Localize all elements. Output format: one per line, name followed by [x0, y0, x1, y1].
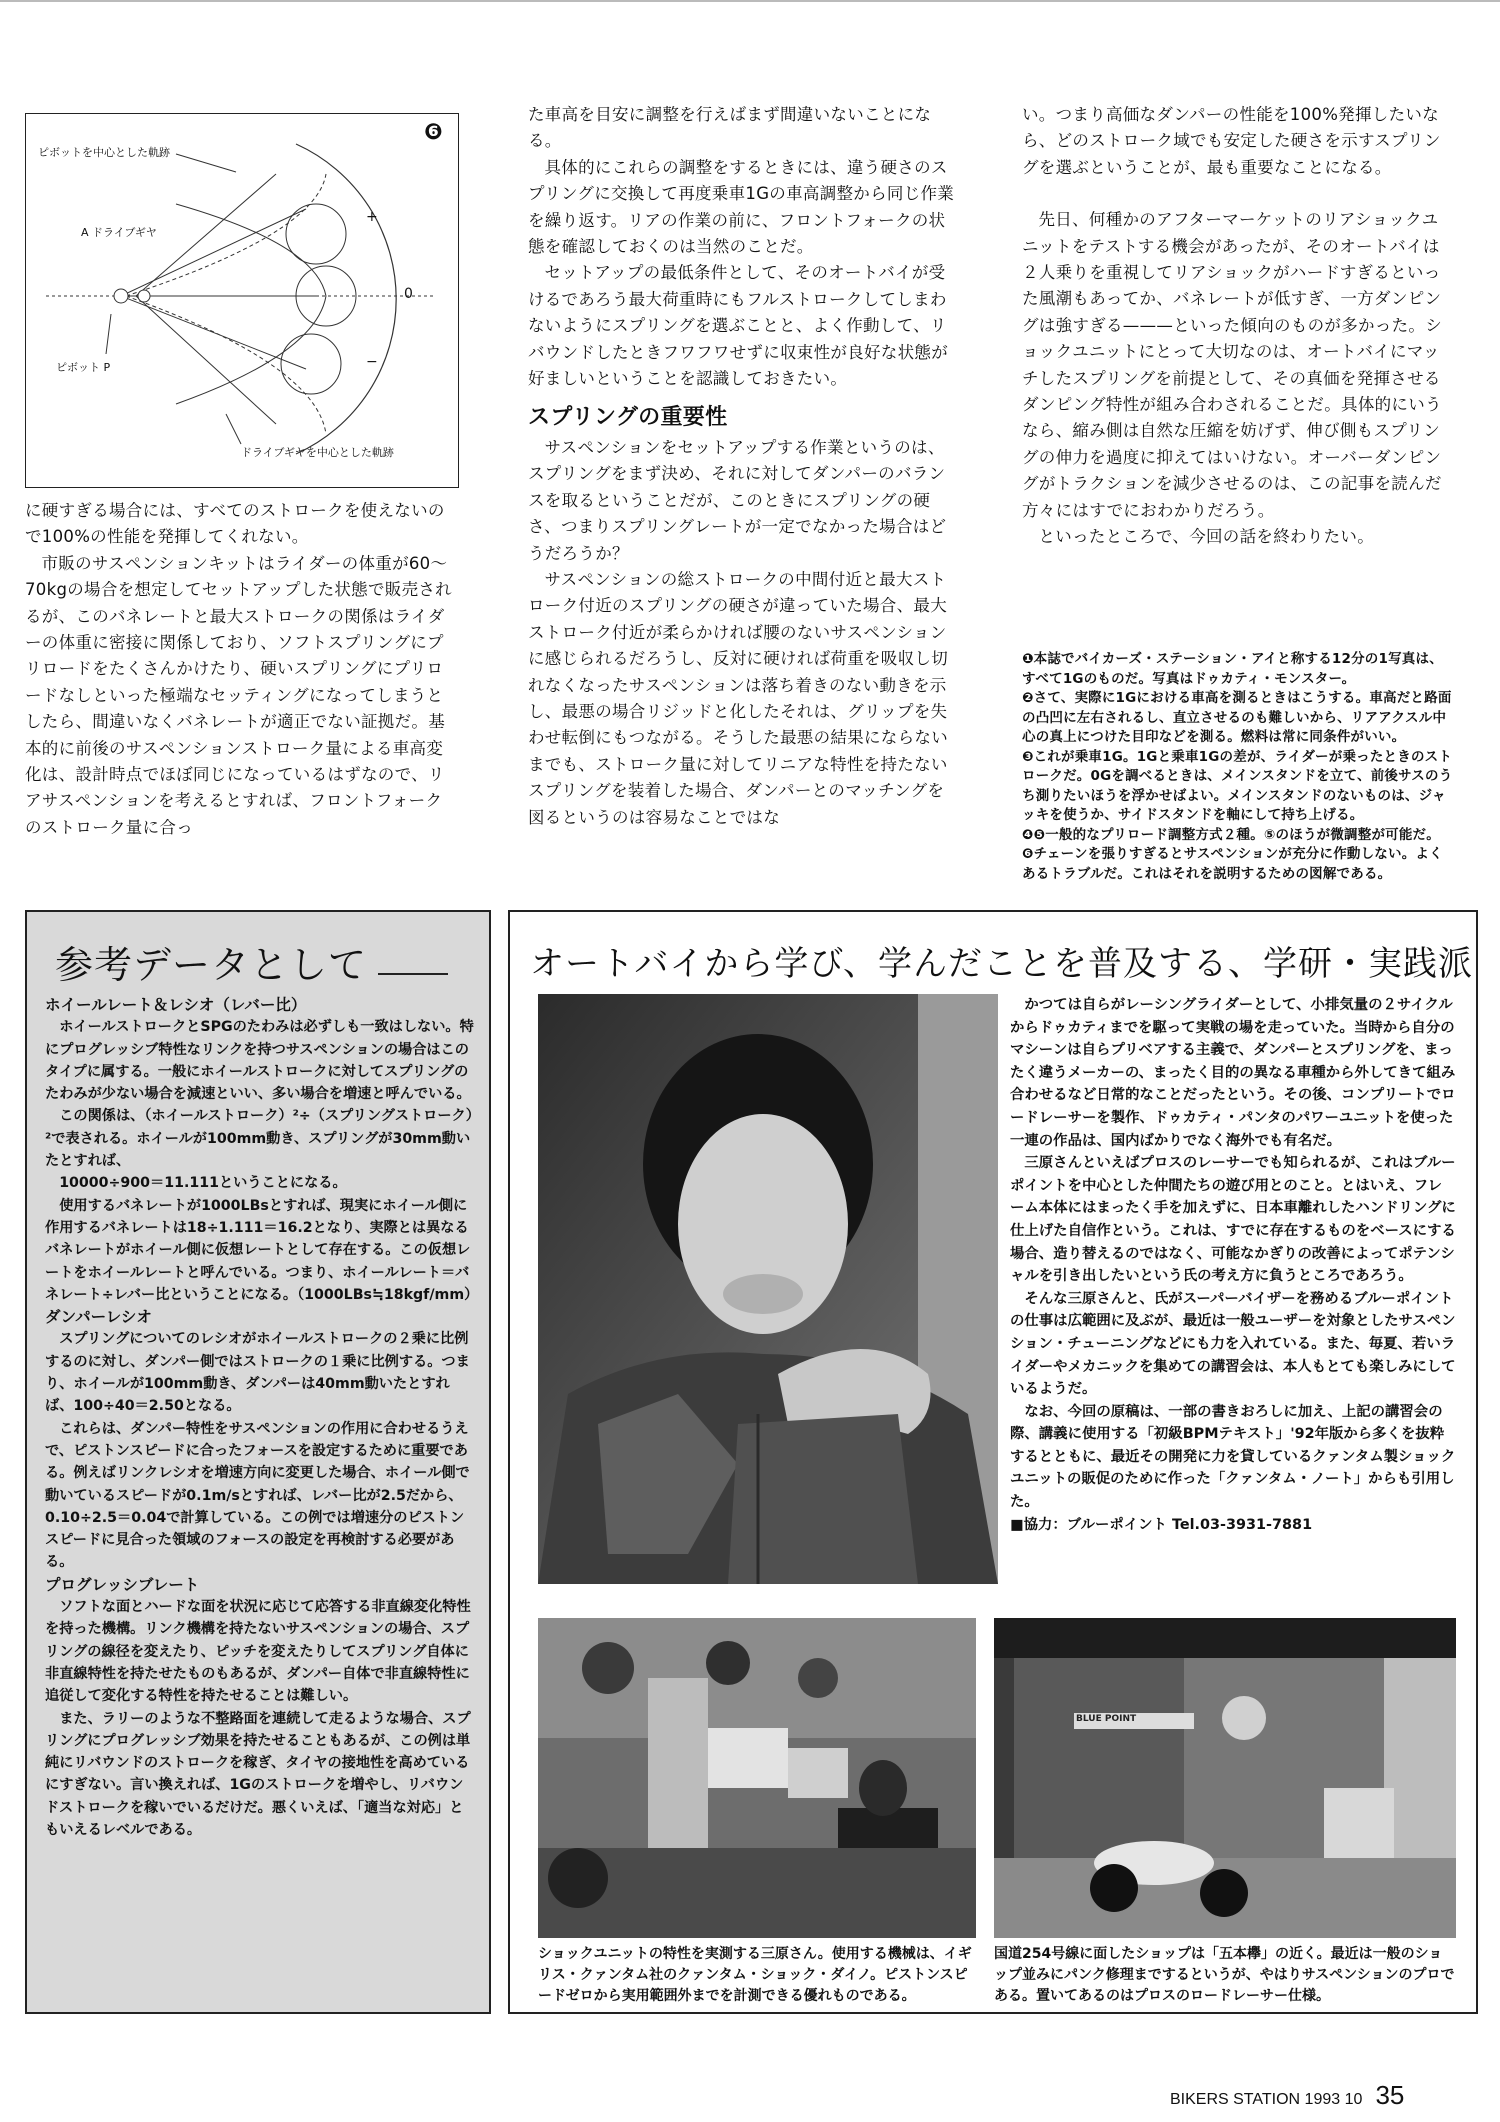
- sidebar-title: 参考データとして: [55, 943, 368, 987]
- sidebar-para: スプリングについてのレシオがホイールストロークの２乗に比例するのに対し、ダンパー側ではストロークの１乗に比例する。つまり、ホイールが100mm動き、ダンパーは40mm動いたとすれば、100÷40＝2.50となる。: [45, 1331, 470, 1415]
- label-zero: 0: [404, 286, 413, 302]
- sidebar-para: ホイールストロークとSPGのたわみは必ずしも一致はしない。特にプログレッシブ特性なリンクを持つサスペンションの場合はこのタイプに属する。一般にホイールストロークに対してスプリングのたわみが少ない場合を減速といい、多い場合を増速と呼んでいる。: [45, 1019, 474, 1103]
- footer-page-number: 35: [1375, 2080, 1405, 2110]
- caption-2: ❷さて、実際に1Gにおける車高を測るときはこうする。車高だと路面の凸凹に左右されるし、直立させるのも難しいから、リアアクスル中心の真上につけた目印などを測る。燃料は常に同条件がいい。: [1022, 690, 1452, 745]
- label-drive-gear-trace: ドライブギヤを中心とした軌跡: [241, 446, 394, 459]
- label-plus: +: [366, 209, 378, 225]
- reference-data-sidebar: [25, 910, 491, 2014]
- article-column-1: [25, 498, 457, 841]
- footer: [1170, 2080, 1480, 2114]
- feature-para: かつては自らがレーシングライダーとして、小排気量の２サイクルからドゥカティまでを駆って実戦の場を走っていた。当時から自分のマシーンは自らプリベアする主義で、ダンパーとスプリングを、まったく違うメーカーの、まったく目的の異なる車種から外してきて組み合わせるなど日常的なことだったという。その後、コンプリートでロードレーサーを製作、ドゥカティ・パンタのパワーユニットを使った一連の作品は、国内ばかりでなく海外でも有名だ。: [1010, 997, 1456, 1149]
- photo-caption-left: ショックユニットの特性を実測する三原さん。使用する機械は、イギリス・クァンタム社のクァンタム・ショック・ダイノ。ピストンスピードゼロから実用範囲外までを計測できる優れものである。: [538, 1946, 972, 2004]
- figure-6: [25, 113, 459, 488]
- col3-para-3: といったところで、今回の話を終わりたい。: [1038, 527, 1375, 547]
- col3-para-2: 先日、何種かのアフターマーケットのリアショックユニットをテストする機会があったが、そのオートバイは２人乗りを重視してリアショックがハードすぎるといった風潮もあってか、バネレートが低すぎ、一方ダンピングは強すぎる———といった傾向のものが多かった。ショックユニットにとって大切なのは、オートバイにマッチしたスプリングを前提として、その真価を発揮させるダンピング特性が組み合わされることだ。具体的にいうなら、縮み側は自然な圧縮を妨げず、伸び側もスプリングの伸力を過度に抑えてはいけない。オーバーダンピングがトラクションを減少させるのは、この記事を読んだ方々にはすでにおわかりだろう。: [1022, 210, 1442, 520]
- col2-para-4: サスペンションをセットアップする作業というのは、スプリングをまず決め、それに対してダンパーのバランスを取るということだが、このときにスプリングの硬さ、つまりスプリングレートが一定でなかった場合はどうだろうか？: [528, 437, 947, 563]
- sidebar-heading-progressive-rate: プログレッシブレート: [45, 1575, 200, 1594]
- caption-4-5: ❹❺一般的なプリロード調整方式２種。⑤のほうが微調整が可能だ。: [1022, 826, 1440, 843]
- pivot-diagram: [26, 114, 458, 487]
- feature-title: オートバイから学び、学んだことを普及する、学研・実践派: [530, 944, 1473, 984]
- sidebar-para: これらは、ダンパー特性をサスペンションの作用に合わせるうえで、ピストンスピードに合ったフォースを設定するために重要である。例えばリンクレシオを増速方向に変更した場合、ホイール側で動いているスピードが0.1m/sとすれば、レバー比が2.5だから、0.10÷2.5＝0.04で計算している。この例では増速分のピストンスピードに見合った領域のフォースの設定を再検討する必要がある。: [45, 1420, 470, 1571]
- shock-dyno-photo: [538, 1618, 976, 1938]
- sidebar-para: この関係は、（ホイールストローク）²÷（スプリングストローク）²で表される。ホイールが100mm動き、スプリングが30mm動いたとすれば、: [45, 1108, 473, 1170]
- sidebar-heading-damper-ratio: ダンパーレシオ: [45, 1308, 152, 1327]
- sidebar-title-wrap: [55, 934, 448, 989]
- col3-para-1: い。つまり高価なダンパーの性能を100%発揮したいなら、どのストローク域でも安定した硬さを示すスプリングを選ぶということが、最も重要なことになる。: [1022, 105, 1441, 177]
- sidebar-body: [45, 994, 479, 1841]
- article-column-2: [528, 102, 960, 831]
- caption-3: ❸これが乗車1G。1Gと乗車1Gの差が、ライダーが乗ったときのストロークだ。0Gを調べるときは、メインスタンドを立て、前後サスのうち測りたいほうを浮かせばよい。メインスタンドのないものは、ジャッキを使うか、サイドスタンドを軸にして持ち上げる。: [1022, 748, 1453, 823]
- caption-1: ❶本誌でバイカーズ・ステーション・アイと称する12分の1写真は、すべて1Gのものだ。写真はドゥカティ・モンスター。: [1022, 651, 1443, 687]
- label-minus: −: [366, 354, 378, 370]
- article-column-3: [1022, 102, 1454, 551]
- shop-sign: BLUE POINT: [1076, 1714, 1137, 1724]
- top-rule: [0, 0, 1500, 2]
- col2-para-2: 具体的にこれらの調整をするときには、違う硬さのスプリングに交換して再度乗車1Gの車高調整から同じ作業を繰り返す。リアの作業の前に、フロントフォークの状態を確認しておくのは当然のことだ。: [528, 157, 955, 257]
- feature-para: そんな三原さんと、氏がスーパーバイザーを務めるブルーポイントの仕事は広範囲に及ぶが、最近は一般ユーザーを対象としたサスペンション・チューニングなどにも力を入れている。また、毎夏、若いライダーやメカニックを集めての講習会は、本人もとても楽しみにしているようだ。: [1010, 1290, 1456, 1398]
- portrait-photo: [538, 994, 998, 1584]
- sidebar-para: 使用するバネレートが1000LBsとすれば、現実にホイール側に作用するバネレートは18÷1.111＝16.2となり、実際とは異なるバネレートがホイール側に仮想レートとして存在する。この仮想レートをホイールレートと呼んでいる。つまり、ホイールレート＝バネレート÷レバー比ということになる。（1000LBs≒18kgf/mm）: [45, 1197, 479, 1303]
- col1-para-1: に硬すぎる場合には、すべてのストロークを使えないので100%の性能を発揮してくれない。: [25, 501, 445, 547]
- sidebar-para: また、ラリーのような不整路面を連続して走るような場合、スプリングにプログレッシブ効果を持たせることもあるが、この例は単純にリバウンドのストロークを稼ぎ、タイヤの接地性を高めているにすぎない。言い換えれば、1Gのストロークを増やし、リバウンドストロークを稼いでいるだけだ。悪くいえば、「適当な対応」ともいえるレベルである。: [45, 1710, 471, 1838]
- label-pivot-trace: ピボットを中心とした軌跡: [38, 146, 170, 159]
- figure-number: ❻: [424, 120, 443, 145]
- feature-box: [508, 910, 1478, 2014]
- sidebar-para: ソフトな面とハードな面を状況に応じて応答する非直線変化特性を持った機構。リンク機構を持たないサスペンションの場合、スプリングの線径を変えたり、ピッチを変えたりしてスプリング自体に非直線特性を持たせたものもあるが、ダンパー自体で非直線特性に追従して変化する特性を持たせることは難しい。: [45, 1599, 471, 1705]
- section-heading-spring: スプリングの重要性: [528, 404, 728, 431]
- feature-body: [1010, 994, 1456, 1536]
- col2-para-3: セットアップの最低条件として、そのオートバイが受けるであろう最大荷重時にもフルストロークしてしまわないようにスプリングを選ぶことと、よく作動して、リバウンドしたときフワフワせずに収束性が良好な状態が好ましいということを認識しておきたい。: [528, 263, 948, 389]
- sidebar-para: 10000÷900＝11.111ということになる。: [59, 1175, 347, 1192]
- col2-para-1: た車高を目安に調整を行えばまず間違いないことになる。: [528, 105, 932, 151]
- footer-magazine: BIKERS STATION 1993 10: [1170, 2091, 1363, 2108]
- feature-para: なお、今回の原稿は、一部の書きおろしに加え、上記の講習会の際、講義に使用する「初級BPMテキスト」'92年版から多くを抜粋するとともに、最近その開発に力を貸しているクァンタム製ショックユニットの販促のために作った「クァンタム・ノート」からも引用した。: [1010, 1403, 1456, 1511]
- col2-para-5: サスペンションの総ストロークの中間付近と最大ストローク付近のスプリングの硬さが違っていた場合、最大ストローク付近が柔らかければ腰のないサスペンションに感じられるだろうし、反対に硬ければ荷重を吸収し切れなくなったサスペンションは落ち着きのない動きを示し、最悪の場合リジッドと化したそれは、グリップを失わせ転倒にもつながる。そうした最悪の結果にならないまでも、ストローク量に対してリニアな特性を持たないスプリングを装着した場合、ダンパーとのマッチングを図るというのは容易なことではな: [528, 569, 948, 827]
- feature-credit: ■協力：ブルーポイント Tel.03-3931-7881: [1010, 1516, 1313, 1533]
- col1-para-2: 市販のサスペンションキットはライダーの体重が60〜70kgの場合を想定してセットアップした状態で販売されるが、このバネレートと最大ストロークの関係はライダーの体重に密接に関係しており、ソフトスプリングにプリロードをたくさんかけたり、硬いスプリングにプリロードなしといった極端なセッティングになってしまうとしたら、間違いなくバネレートが適正でない証拠だ。基本的に前後のサスペンションストローク量による車高変化は、設計時点でほぼ同じになっているはずなので、リアサスペンションを考えるとすれば、フロントフォークのストローク量に合っ: [25, 553, 452, 837]
- sidebar-heading-wheel-rate: ホイールレート＆レシオ（レバー比）: [45, 996, 307, 1014]
- label-drive-gear: A ドライブギヤ: [81, 226, 157, 239]
- feature-para: 三原さんといえばプロスのレーサーでも知られるが、これはブルーポイントを中心とした仲間たちの遊び用とのこと。とはいえ、フレーム本体にはまったく手を加えずに、日本車離れしたハンドリングに仕上げた自信作という。これは、すでに存在するものをベースにする場合、造り替えるのではなく、可能なかぎりの改善によってポテンシャルを引き出したいという氏の考え方に負うところであろう。: [1010, 1155, 1456, 1285]
- photo-captions: [1022, 650, 1454, 884]
- label-pivot-p: ピボット P: [56, 361, 111, 374]
- photo-caption-right: 国道254号線に面したショップは「五本欅」の近く。最近は一般のショップ並みにパンク修理までするというが、やはりサスペンションのプロである。置いてあるのはプロスのロードレーサー仕様。: [994, 1946, 1455, 2004]
- caption-6: ❻チェーンを張りすぎるとサスペンションが充分に作動しない。よくあるトラブルだ。これはそれを説明するための図解である。: [1022, 846, 1443, 882]
- sidebar-title-rule: [378, 973, 448, 975]
- shop-front-photo: [994, 1618, 1456, 1938]
